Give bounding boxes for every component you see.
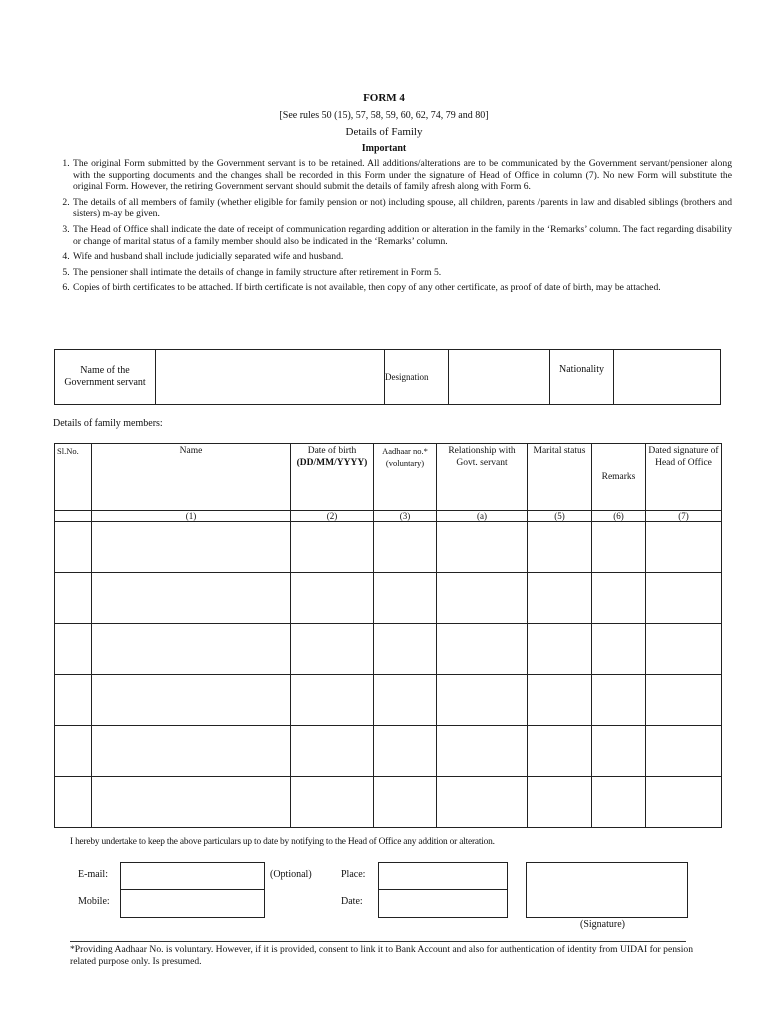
col-header-aadhaar: Aadhaar no.* (voluntary) [374, 444, 437, 511]
family-member-cell[interactable] [528, 675, 592, 726]
family-member-cell[interactable] [92, 573, 291, 624]
family-member-cell[interactable] [291, 522, 374, 573]
form-title: FORM 4 [363, 92, 405, 104]
mobile-label: Mobile: [78, 896, 110, 907]
family-member-cell[interactable] [646, 777, 722, 828]
family-member-cell[interactable] [592, 777, 646, 828]
family-member-row [55, 573, 722, 624]
family-member-cell[interactable] [592, 726, 646, 777]
date-label: Date: [341, 896, 363, 907]
family-member-cell[interactable] [437, 675, 528, 726]
place-input[interactable] [378, 862, 508, 890]
family-member-cell[interactable] [528, 777, 592, 828]
government-servant-table [54, 349, 721, 405]
family-member-cell[interactable] [374, 522, 437, 573]
rules-reference: [See rules 50 (15), 57, 58, 59, 60, 62, 74, 79 and 80] [279, 110, 489, 121]
gov-name-label: Name of the Government servant [55, 350, 156, 405]
family-member-cell[interactable] [437, 573, 528, 624]
instruction-item: 6. Copies of birth certificates to be attached. If birth certificate is not available, then copy of any other certificate, as proof of date of birth, may be attached. [72, 282, 732, 294]
col-header-relationship: Relationship with Govt. servant [437, 444, 528, 511]
family-member-cell[interactable] [646, 624, 722, 675]
family-member-cell[interactable] [92, 777, 291, 828]
gov-name-field[interactable] [156, 350, 385, 405]
family-member-cell[interactable] [592, 522, 646, 573]
place-label: Place: [341, 869, 366, 880]
family-member-cell[interactable] [291, 573, 374, 624]
family-member-cell[interactable] [55, 522, 92, 573]
family-member-cell[interactable] [291, 624, 374, 675]
instruction-item: 5. The pensioner shall intimate the details of change in family structure after retirement in Form 5. [72, 267, 732, 279]
col-number: (3) [374, 511, 437, 522]
family-member-cell[interactable] [592, 675, 646, 726]
family-member-cell[interactable] [374, 675, 437, 726]
col-number: (7) [646, 511, 722, 522]
email-input[interactable] [120, 862, 265, 890]
col-number: (1) [92, 511, 291, 522]
family-member-cell[interactable] [92, 675, 291, 726]
family-member-cell[interactable] [374, 573, 437, 624]
mobile-input[interactable] [120, 889, 265, 918]
form-subtitle: Details of Family [345, 126, 423, 138]
email-label: E-mail: [78, 869, 108, 880]
family-member-row [55, 624, 722, 675]
col-number [55, 511, 92, 522]
family-member-cell[interactable] [55, 573, 92, 624]
nationality-label: Nationality [550, 350, 614, 405]
family-member-cell[interactable] [592, 573, 646, 624]
family-member-cell[interactable] [55, 777, 92, 828]
undertaking-text: I hereby undertake to keep the above particulars up to date by notifying to the Head of Office any addition or alteration. [70, 837, 495, 847]
family-member-row [55, 726, 722, 777]
family-member-cell[interactable] [374, 777, 437, 828]
optional-label: (Optional) [270, 869, 312, 880]
family-member-row [55, 522, 722, 573]
instruction-item: 3. The Head of Office shall indicate the date of receipt of communication regarding addition or alteration in the family in the ‘Remarks’ column. The fact regarding disability or change of marital status of a family member should also be indicated in the ‘Remarks’ column. [72, 224, 732, 247]
family-member-cell[interactable] [437, 777, 528, 828]
family-member-cell[interactable] [92, 624, 291, 675]
family-member-cell[interactable] [646, 573, 722, 624]
family-member-cell[interactable] [374, 726, 437, 777]
family-members-table [54, 443, 722, 828]
family-member-cell[interactable] [55, 675, 92, 726]
col-number: (a) [437, 511, 528, 522]
instructions-list [60, 158, 732, 298]
instruction-item: 1. The original Form submitted by the Government servant is to be retained. All additions/alterations are to be communicated by the Government servant/pensioner along with the supporting documents and the changes shall be recorded in this Form under the signature of Head of Office in column (7). No new Form will substitute the original Form. However, the retiring Government servant should submit the details of family afresh along with Form 6. [72, 158, 732, 193]
family-member-cell[interactable] [528, 573, 592, 624]
family-member-cell[interactable] [374, 624, 437, 675]
family-member-cell[interactable] [528, 522, 592, 573]
family-member-cell[interactable] [291, 726, 374, 777]
signature-label: (Signature) [580, 919, 625, 930]
col-number: (6) [592, 511, 646, 522]
family-member-cell[interactable] [528, 726, 592, 777]
col-number: (5) [528, 511, 592, 522]
aadhaar-footnote: *Providing Aadhaar No. is voluntary. However, if it is provided, consent to link it to Bank Account and also for authentication of identity from UIDAI for pension related purpose only. Is presumed. [70, 944, 693, 967]
family-member-cell[interactable] [55, 624, 92, 675]
col-header-dob: Date of birth (DD/MM/YYYY) [291, 444, 374, 511]
designation-field[interactable] [449, 350, 550, 405]
designation-label: Designation [385, 350, 449, 405]
footnote-divider [70, 941, 686, 942]
col-header-remarks: Remarks [592, 444, 646, 511]
family-member-cell[interactable] [437, 726, 528, 777]
family-member-cell[interactable] [55, 726, 92, 777]
signature-box[interactable] [526, 862, 688, 918]
col-number: (2) [291, 511, 374, 522]
family-member-row [55, 675, 722, 726]
date-input[interactable] [378, 889, 508, 918]
family-member-cell[interactable] [291, 777, 374, 828]
family-member-cell[interactable] [528, 624, 592, 675]
col-header-signature: Dated signature of Head of Office [646, 444, 722, 511]
nationality-field[interactable] [614, 350, 721, 405]
family-member-cell[interactable] [92, 522, 291, 573]
instruction-item: 2. The details of all members of family (whether eligible for family pension or not) including spouse, all children, parents /parents in law and disabled siblings (brothers and sisters) m-ay be given. [72, 197, 732, 220]
important-heading: Important [361, 143, 407, 154]
col-header-marital: Marital status [528, 444, 592, 511]
family-member-cell[interactable] [92, 726, 291, 777]
family-member-cell[interactable] [646, 726, 722, 777]
family-section-label: Details of family members: [53, 418, 163, 429]
family-member-cell[interactable] [437, 624, 528, 675]
family-member-cell[interactable] [437, 522, 528, 573]
instruction-item: 4. Wife and husband shall include judicially separated wife and husband. [72, 251, 732, 263]
family-member-cell[interactable] [646, 522, 722, 573]
family-member-cell[interactable] [592, 624, 646, 675]
family-member-cell[interactable] [646, 675, 722, 726]
family-member-cell[interactable] [291, 675, 374, 726]
col-header-slno: Sl.No. [55, 444, 92, 511]
col-header-name: Name [92, 444, 291, 511]
family-member-row [55, 777, 722, 828]
